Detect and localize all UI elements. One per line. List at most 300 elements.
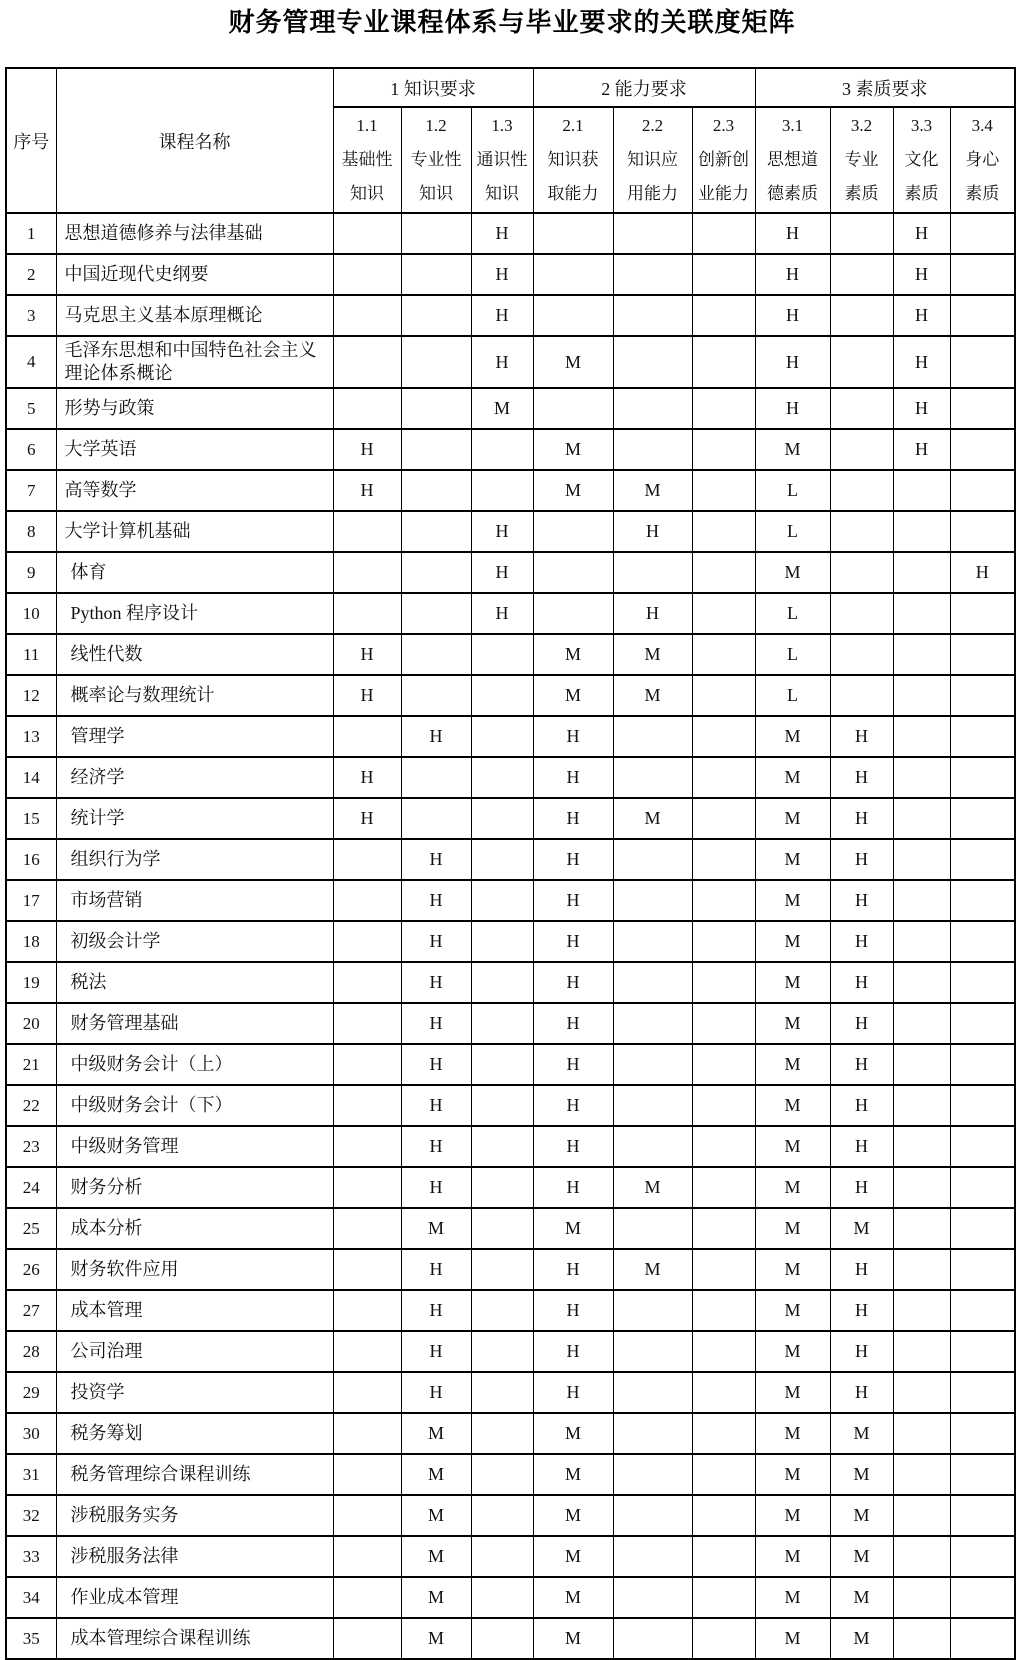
sub-col-number: 3.1: [781, 116, 804, 135]
relevance-value-cell: M: [830, 1536, 893, 1577]
relevance-value-cell: H: [893, 336, 950, 388]
sub-col-number: 1.3: [491, 116, 513, 135]
relevance-value-cell: [893, 552, 950, 593]
relevance-value-cell: [613, 1003, 692, 1044]
row-number-cell: 23: [6, 1126, 56, 1167]
relevance-value-cell: M: [533, 470, 613, 511]
relevance-value-cell: [893, 634, 950, 675]
relevance-value-cell: M: [755, 962, 830, 1003]
table-row: [6, 552, 1015, 593]
relevance-value-cell: [950, 1003, 1015, 1044]
relevance-value-cell: [613, 429, 692, 470]
relevance-value-cell: M: [830, 1454, 893, 1495]
relevance-value-cell: H: [333, 798, 401, 839]
relevance-value-cell: [950, 1577, 1015, 1618]
relevance-value-cell: H: [830, 716, 893, 757]
sub-col-label-line: 创新创: [698, 150, 750, 169]
relevance-value-cell: [893, 1454, 950, 1495]
relevance-value-cell: H: [830, 1085, 893, 1126]
table-row: [6, 798, 1015, 839]
course-name-cell: Python 程序设计: [56, 593, 333, 634]
relevance-value-cell: M: [755, 1372, 830, 1413]
sub-col-label-line: 专业性: [410, 150, 462, 169]
relevance-value-cell: [950, 1372, 1015, 1413]
row-number-cell: 25: [6, 1208, 56, 1249]
relevance-value-cell: M: [755, 1208, 830, 1249]
relevance-value-cell: [333, 295, 401, 336]
relevance-value-cell: H: [755, 388, 830, 429]
relevance-value-cell: [613, 1372, 692, 1413]
relevance-value-cell: H: [401, 1126, 471, 1167]
course-name-cell: 概率论与数理统计: [56, 675, 333, 716]
relevance-value-cell: [830, 675, 893, 716]
sub-col-label-line: 德素质: [767, 184, 819, 203]
sub-col-number: 2.2: [641, 116, 664, 135]
relevance-value-cell: [471, 1249, 533, 1290]
row-number-cell: 34: [6, 1577, 56, 1618]
relevance-value-cell: M: [533, 429, 613, 470]
relevance-value-cell: [950, 1044, 1015, 1085]
relevance-value-cell: M: [755, 1454, 830, 1495]
row-number-cell: 21: [6, 1044, 56, 1085]
relevance-value-cell: H: [533, 1331, 613, 1372]
row-number-cell: 13: [6, 716, 56, 757]
table-row: [6, 429, 1015, 470]
relevance-value-cell: [692, 295, 755, 336]
relevance-value-cell: [401, 429, 471, 470]
relevance-value-cell: L: [755, 593, 830, 634]
relevance-value-cell: [613, 1208, 692, 1249]
table-row: [6, 1454, 1015, 1495]
relevance-value-cell: [692, 1536, 755, 1577]
relevance-value-cell: [401, 634, 471, 675]
relevance-value-cell: [830, 593, 893, 634]
table-row: [6, 839, 1015, 880]
course-name-cell: 税务管理综合课程训练: [56, 1454, 333, 1495]
relevance-value-cell: M: [533, 634, 613, 675]
table-row: [6, 213, 1015, 254]
row-number-cell: 10: [6, 593, 56, 634]
relevance-value-cell: [471, 1331, 533, 1372]
relevance-value-cell: H: [401, 1372, 471, 1413]
relevance-value-cell: L: [755, 675, 830, 716]
course-name-cell: 市场营销: [56, 880, 333, 921]
relevance-value-cell: M: [755, 1003, 830, 1044]
relevance-value-cell: H: [893, 254, 950, 295]
row-number-cell: 35: [6, 1618, 56, 1659]
relevance-value-cell: H: [755, 213, 830, 254]
relevance-value-cell: H: [471, 552, 533, 593]
course-name-cell: 税法: [56, 962, 333, 1003]
table-row: [6, 1126, 1015, 1167]
relevance-value-cell: [613, 921, 692, 962]
relevance-value-cell: [401, 470, 471, 511]
relevance-value-cell: H: [830, 798, 893, 839]
row-number-cell: 19: [6, 962, 56, 1003]
relevance-value-cell: H: [950, 552, 1015, 593]
course-name-cell: 财务软件应用: [56, 1249, 333, 1290]
relevance-value-cell: [471, 1208, 533, 1249]
relevance-value-cell: [333, 336, 401, 388]
relevance-value-cell: M: [755, 716, 830, 757]
relevance-value-cell: M: [613, 675, 692, 716]
relevance-value-cell: M: [401, 1577, 471, 1618]
relevance-value-cell: [830, 470, 893, 511]
relevance-value-cell: [533, 552, 613, 593]
course-name-cell: 大学英语: [56, 429, 333, 470]
relevance-value-cell: M: [613, 798, 692, 839]
relevance-value-cell: [333, 1085, 401, 1126]
sub-col-label-line: 素质: [965, 184, 1000, 203]
relevance-value-cell: H: [401, 1331, 471, 1372]
relevance-value-cell: [401, 552, 471, 593]
group-header: 1 知识要求: [333, 68, 533, 107]
relevance-value-cell: [333, 1413, 401, 1454]
relevance-value-cell: [950, 1085, 1015, 1126]
sub-col-number: 1.1: [356, 116, 378, 135]
relevance-value-cell: [950, 1331, 1015, 1372]
relevance-value-cell: H: [401, 1290, 471, 1331]
relevance-value-cell: M: [755, 429, 830, 470]
row-number-cell: 32: [6, 1495, 56, 1536]
relevance-value-cell: H: [533, 1290, 613, 1331]
relevance-value-cell: [692, 1290, 755, 1331]
relevance-value-cell: [893, 470, 950, 511]
relevance-value-cell: H: [333, 634, 401, 675]
course-name-cell: 公司治理: [56, 1331, 333, 1372]
table-row: [6, 1331, 1015, 1372]
relevance-value-cell: [950, 1413, 1015, 1454]
sub-column-header: [613, 107, 692, 213]
relevance-value-cell: [950, 1167, 1015, 1208]
row-number-cell: 27: [6, 1290, 56, 1331]
table-row: [6, 336, 1015, 388]
row-number-cell: 24: [6, 1167, 56, 1208]
relevance-value-cell: M: [830, 1413, 893, 1454]
relevance-value-cell: M: [755, 1290, 830, 1331]
relevance-value-cell: [950, 1618, 1015, 1659]
relevance-value-cell: [613, 1618, 692, 1659]
relevance-value-cell: [692, 1208, 755, 1249]
relevance-value-cell: [333, 254, 401, 295]
course-name-cell: 中国近现代史纲要: [56, 254, 333, 295]
relevance-value-cell: H: [401, 1085, 471, 1126]
relevance-value-cell: M: [401, 1495, 471, 1536]
relevance-value-cell: H: [533, 880, 613, 921]
relevance-value-cell: [613, 962, 692, 1003]
row-number-cell: 22: [6, 1085, 56, 1126]
table-row: [6, 1495, 1015, 1536]
relevance-value-cell: H: [533, 1372, 613, 1413]
relevance-value-cell: [471, 1372, 533, 1413]
relevance-value-cell: [893, 716, 950, 757]
relevance-value-cell: H: [893, 429, 950, 470]
table-row: [6, 1044, 1015, 1085]
relevance-value-cell: [692, 716, 755, 757]
relevance-value-cell: [692, 1003, 755, 1044]
relevance-value-cell: [613, 552, 692, 593]
course-name-cell: 思想道德修养与法律基础: [56, 213, 333, 254]
relevance-value-cell: [533, 213, 613, 254]
relevance-value-cell: [893, 1044, 950, 1085]
relevance-value-cell: [692, 1249, 755, 1290]
relevance-value-cell: [471, 1618, 533, 1659]
course-name-cell: 中级财务会计（下）: [56, 1085, 333, 1126]
relevance-value-cell: [692, 470, 755, 511]
table-row: [6, 1003, 1015, 1044]
course-name-cell: 组织行为学: [56, 839, 333, 880]
course-name-cell: 高等数学: [56, 470, 333, 511]
relevance-value-cell: [950, 511, 1015, 552]
header-row-groups: [6, 68, 1015, 107]
table-row: [6, 593, 1015, 634]
relevance-value-cell: [692, 1044, 755, 1085]
relevance-value-cell: H: [830, 757, 893, 798]
relevance-value-cell: [401, 757, 471, 798]
sub-column-header: [893, 107, 950, 213]
row-number-cell: 28: [6, 1331, 56, 1372]
relevance-value-cell: M: [830, 1208, 893, 1249]
relevance-value-cell: H: [471, 336, 533, 388]
relevance-value-cell: [533, 254, 613, 295]
relevance-value-cell: [830, 388, 893, 429]
relevance-value-cell: H: [893, 213, 950, 254]
table-row: [6, 1577, 1015, 1618]
relevance-value-cell: [950, 1290, 1015, 1331]
relevance-value-cell: [333, 839, 401, 880]
sub-col-number: 1.2: [425, 116, 447, 135]
relevance-value-cell: [401, 593, 471, 634]
relevance-value-cell: [692, 388, 755, 429]
relevance-value-cell: H: [533, 1249, 613, 1290]
relevance-value-cell: H: [533, 1085, 613, 1126]
course-name-cell: 中级财务管理: [56, 1126, 333, 1167]
relevance-value-cell: [893, 511, 950, 552]
relevance-value-cell: M: [755, 1044, 830, 1085]
relevance-value-cell: [893, 1413, 950, 1454]
course-name-cell: 投资学: [56, 1372, 333, 1413]
table-row: [6, 921, 1015, 962]
relevance-value-cell: [893, 1085, 950, 1126]
relevance-value-cell: M: [755, 1413, 830, 1454]
relevance-value-cell: M: [533, 1208, 613, 1249]
relevance-value-cell: [471, 1413, 533, 1454]
relevance-value-cell: M: [755, 1249, 830, 1290]
table-row: [6, 634, 1015, 675]
table-row: [6, 511, 1015, 552]
relevance-value-cell: [613, 213, 692, 254]
relevance-value-cell: M: [830, 1495, 893, 1536]
relevance-value-cell: [830, 511, 893, 552]
relevance-value-cell: H: [401, 1044, 471, 1085]
relevance-value-cell: [692, 675, 755, 716]
course-name-cell: 涉税服务实务: [56, 1495, 333, 1536]
course-name-cell: 体育: [56, 552, 333, 593]
relevance-value-cell: [613, 757, 692, 798]
course-name-cell: 成本管理: [56, 1290, 333, 1331]
relevance-value-cell: H: [401, 1003, 471, 1044]
relevance-value-cell: [333, 388, 401, 429]
relevance-value-cell: H: [830, 921, 893, 962]
relevance-value-cell: [893, 962, 950, 1003]
row-number-cell: 12: [6, 675, 56, 716]
relevance-value-cell: [471, 1290, 533, 1331]
relevance-value-cell: M: [755, 1577, 830, 1618]
relevance-value-cell: M: [533, 1413, 613, 1454]
row-number-cell: 1: [6, 213, 56, 254]
relevance-value-cell: [950, 634, 1015, 675]
relevance-value-cell: [950, 429, 1015, 470]
relevance-value-cell: [692, 429, 755, 470]
course-name-cell: 管理学: [56, 716, 333, 757]
sub-column-header: [333, 107, 401, 213]
relevance-value-cell: [613, 880, 692, 921]
relevance-value-cell: [471, 1577, 533, 1618]
relevance-value-cell: [692, 962, 755, 1003]
row-number-cell: 18: [6, 921, 56, 962]
row-number-cell: 8: [6, 511, 56, 552]
table-body: [6, 213, 1015, 1659]
relevance-value-cell: M: [533, 675, 613, 716]
course-name-cell: 税务筹划: [56, 1413, 333, 1454]
course-name-cell: 线性代数: [56, 634, 333, 675]
table-row: [6, 1413, 1015, 1454]
relevance-value-cell: H: [471, 295, 533, 336]
relevance-value-cell: [950, 921, 1015, 962]
course-name-cell: 作业成本管理: [56, 1577, 333, 1618]
relevance-value-cell: [613, 839, 692, 880]
relevance-value-cell: H: [333, 757, 401, 798]
relevance-value-cell: [471, 716, 533, 757]
relevance-value-cell: [692, 336, 755, 388]
table-row: [6, 1536, 1015, 1577]
relevance-value-cell: H: [401, 962, 471, 1003]
relevance-value-cell: [950, 295, 1015, 336]
relevance-value-cell: M: [755, 1167, 830, 1208]
relevance-value-cell: [692, 1126, 755, 1167]
relevance-value-cell: [333, 716, 401, 757]
relevance-value-cell: H: [401, 1249, 471, 1290]
relevance-value-cell: H: [830, 880, 893, 921]
group-header: 3 素质要求: [755, 68, 1015, 107]
table-row: [6, 1372, 1015, 1413]
sub-col-label-line: 基础性: [341, 150, 393, 169]
relevance-value-cell: H: [830, 1372, 893, 1413]
relevance-value-cell: [950, 388, 1015, 429]
relevance-value-cell: [893, 1331, 950, 1372]
relevance-value-cell: H: [533, 839, 613, 880]
relevance-value-cell: [893, 839, 950, 880]
sub-col-label-line: 取能力: [547, 184, 599, 203]
relevance-value-cell: H: [533, 798, 613, 839]
sub-col-label-line: 知识: [485, 184, 519, 203]
relevance-value-cell: [692, 1372, 755, 1413]
sub-col-label-line: 身心: [965, 150, 1000, 169]
relevance-value-cell: [613, 1044, 692, 1085]
sub-col-label-line: 素质: [904, 184, 939, 203]
relevance-value-cell: [692, 552, 755, 593]
relevance-value-cell: [950, 716, 1015, 757]
relevance-value-cell: H: [755, 295, 830, 336]
relevance-value-cell: H: [533, 757, 613, 798]
sub-col-number: 2.3: [712, 116, 735, 135]
relevance-value-cell: [950, 880, 1015, 921]
course-name-cell: 成本管理综合课程训练: [56, 1618, 333, 1659]
relevance-value-cell: H: [401, 1167, 471, 1208]
relevance-value-cell: [830, 634, 893, 675]
table-row: [6, 1618, 1015, 1659]
row-number-cell: 11: [6, 634, 56, 675]
relevance-value-cell: [401, 336, 471, 388]
relevance-value-cell: [471, 429, 533, 470]
relevance-value-cell: [893, 1495, 950, 1536]
group-header: 2 能力要求: [533, 68, 755, 107]
row-number-cell: 29: [6, 1372, 56, 1413]
relevance-value-cell: [471, 1495, 533, 1536]
relevance-value-cell: [401, 798, 471, 839]
relevance-value-cell: M: [533, 1454, 613, 1495]
relevance-value-cell: H: [830, 1003, 893, 1044]
relevance-value-cell: [893, 1167, 950, 1208]
relevance-value-cell: [401, 254, 471, 295]
relevance-value-cell: H: [401, 716, 471, 757]
relevance-value-cell: [333, 1618, 401, 1659]
relevance-value-cell: [950, 470, 1015, 511]
relevance-value-cell: [893, 798, 950, 839]
relevance-value-cell: [692, 1085, 755, 1126]
relevance-value-cell: [692, 921, 755, 962]
relevance-value-cell: M: [471, 388, 533, 429]
sub-col-label-line: 通识性: [476, 150, 528, 169]
relevance-value-cell: [471, 1126, 533, 1167]
relevance-value-cell: M: [755, 1495, 830, 1536]
relevance-value-cell: [950, 962, 1015, 1003]
course-name-cell: 财务分析: [56, 1167, 333, 1208]
page-title: 财务管理专业课程体系与毕业要求的关联度矩阵: [228, 7, 796, 37]
relevance-value-cell: M: [533, 1577, 613, 1618]
relevance-value-cell: [333, 1126, 401, 1167]
relevance-value-cell: [692, 1167, 755, 1208]
course-name-cell: 涉税服务法律: [56, 1536, 333, 1577]
relevance-value-cell: [333, 213, 401, 254]
relevance-value-cell: [401, 295, 471, 336]
relevance-value-cell: [613, 1454, 692, 1495]
relevance-value-cell: [950, 1249, 1015, 1290]
row-number-cell: 2: [6, 254, 56, 295]
relevance-value-cell: [613, 1126, 692, 1167]
row-number-cell: 6: [6, 429, 56, 470]
row-number-cell: 15: [6, 798, 56, 839]
relevance-value-cell: [692, 1331, 755, 1372]
relevance-value-cell: [471, 1085, 533, 1126]
relevance-value-cell: M: [755, 552, 830, 593]
relevance-value-cell: [333, 1331, 401, 1372]
relevance-value-cell: [333, 511, 401, 552]
relevance-value-cell: M: [401, 1536, 471, 1577]
relevance-value-cell: [893, 1126, 950, 1167]
relevance-value-cell: [471, 1167, 533, 1208]
relevance-value-cell: [613, 1536, 692, 1577]
relevance-value-cell: M: [533, 336, 613, 388]
relevance-value-cell: [471, 962, 533, 1003]
relevance-value-cell: [471, 1536, 533, 1577]
relevance-value-cell: H: [471, 593, 533, 634]
relevance-value-cell: M: [401, 1413, 471, 1454]
row-number-cell: 26: [6, 1249, 56, 1290]
relevance-value-cell: [533, 593, 613, 634]
relevance-value-cell: H: [333, 470, 401, 511]
relevance-value-cell: H: [401, 880, 471, 921]
